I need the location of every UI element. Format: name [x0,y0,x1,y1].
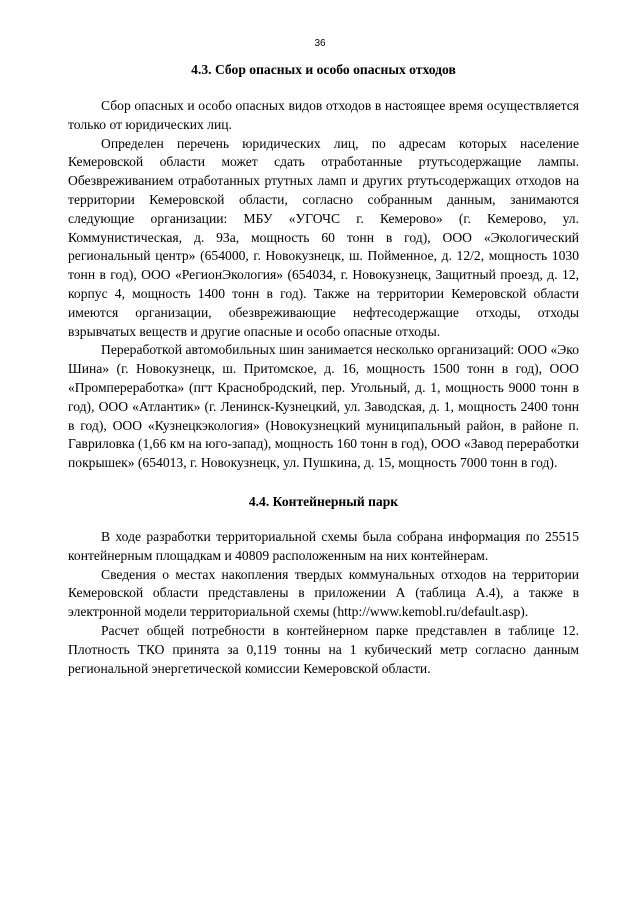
section-container-park [68,492,579,678]
section-heading-4-3: 4.3. Сбор опасных и особо опасных отходов [191,62,456,77]
paragraph: Определен перечень юридических лиц, по адресам которых население Кемеровской области может сдать отработанные ртутьсодержащие лампы. Обезвреживанием отработанных ртутных ламп и других ртутьсодержащих отходов на территории Кемеровской области, согласно собранным данным, занимаются следующие организации: МБУ «УГОЧС г. Кемерово» (г. Кемерово, ул. Коммунистическая, д. 93а, мощность 60 тонн в год), ООО «Экологический региональный центр» (654000, г. Новокузнецк, ш. Пойменное, д. 12/2, мощность 1030 тонн в год), ООО «РегионЭкология» (654034, г. Новокузнецк, Защитный проезд, д. 12, корпус 4, мощность 1400 тонн в год). Также на территории Кемеровской области имеются организации, обезвреживающие нефтесодержащие отходы, отходы взрывчатых веществ и другие опасные и особо опасные отходы. [68,135,579,339]
paragraph: Сбор опасных и особо опасных видов отходов в настоящее время осуществляется только от юридических лиц. [68,98,579,132]
paragraph: В ходе разработки территориальной схемы была собрана информация по 25515 контейнерным площадкам и 40809 расположенным на них контейнерам. [68,528,579,563]
paragraph: Сведения о местах накопления твердых коммунальных отходов на территории Кемеровской области представлены в приложении А (таблица А.4), а также в электронной модели территориальной схемы (http://www.kemobl.ru/default.asp). [68,566,579,620]
paragraph: Переработкой автомобильных шин занимается несколько организаций: ООО «Эко Шина» (г. Новокузнецк, ш. Притомское, д. 16, мощность 1500 тонн в год), ООО «Промпереработка» (пгт Краснобродский, пер. Угольный, д. 1, мощность 9000 тонн в год), ООО «Атлантик» (г. Ленинск-Кузнецкий, ул. Заводская, д. 1, мощность 2400 тонн в год), ООО «Кузнецкэкология» (Новокузнецкий муниципальный район, в районе п. Гавриловка (1,66 км на юго-запад), мощность 160 тонн в год), ООО «Завод переработки покрышек» (654013, г. Новокузнецк, ул. Пушкина, д. 15, мощность 7000 тонн в год). [68,342,579,471]
section-hazardous-waste [68,60,579,473]
section-heading-4-4: 4.4. Контейнерный парк [248,493,399,509]
paragraph: Расчет общей потребности в контейнерном парке представлен в таблице 12. Плотность ТКО принята за 0,119 тонны на 1 кубический метр согласно данным региональной энергетической комиссии Кемеровской области. [68,622,579,676]
document-body [68,60,579,678]
page-number: 36 [314,38,326,49]
